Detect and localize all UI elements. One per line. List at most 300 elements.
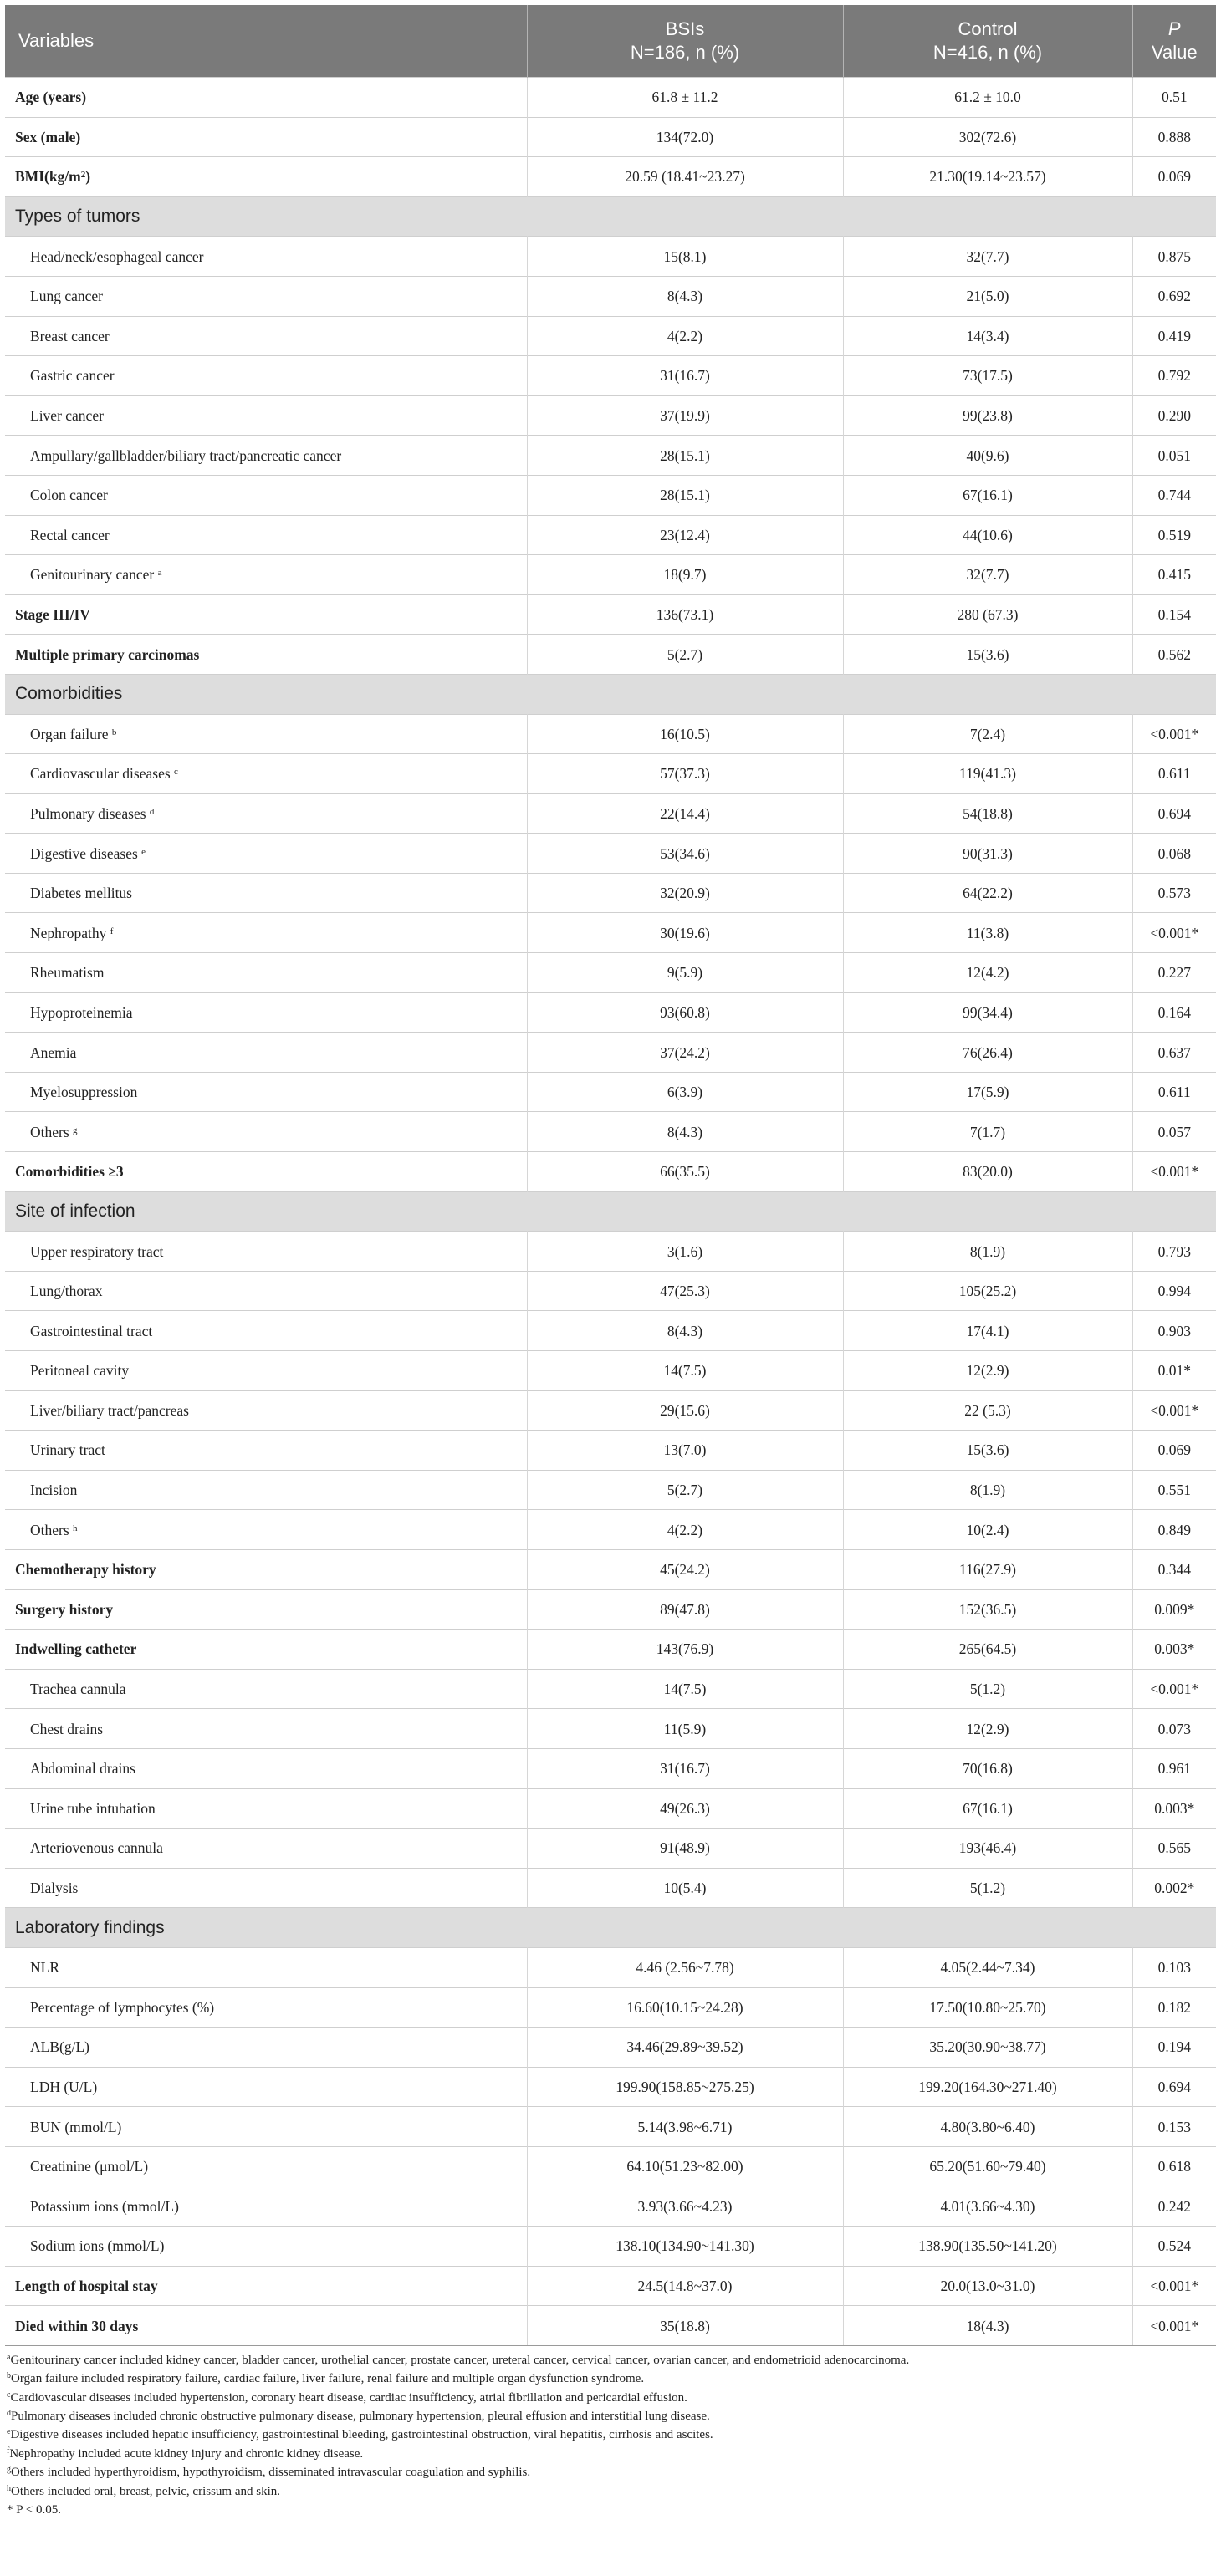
table-row bbox=[5, 1947, 1216, 1987]
variable-label: Digestive diseases bbox=[30, 844, 142, 862]
footnote-letter: f bbox=[7, 2446, 10, 2456]
footnote-mark: h bbox=[73, 1523, 78, 1533]
p-value-cell: 0.51 bbox=[1132, 78, 1216, 118]
table-row bbox=[5, 1112, 1216, 1152]
control-value-cell: 7(2.4) bbox=[843, 714, 1132, 754]
variable-label: Trachea cannula bbox=[30, 1681, 126, 1698]
p-value-cell: <0.001* bbox=[1132, 1152, 1216, 1192]
p-value-cell: 0.618 bbox=[1132, 2146, 1216, 2186]
footnote-text: Organ failure included respiratory failure, cardiac failure, liver failure, renal failure and multiple organ dysfunction syndrome. bbox=[11, 2372, 645, 2386]
variable-label: Others bbox=[30, 1521, 74, 1538]
bsi-value-cell: 16.60(10.15~24.28) bbox=[527, 1987, 843, 2028]
p-value-cell: 0.792 bbox=[1132, 356, 1216, 396]
table-row bbox=[5, 1072, 1216, 1112]
bsi-value-cell: 15(8.1) bbox=[527, 237, 843, 277]
variable-label: Rectal cancer bbox=[30, 526, 110, 543]
bsi-value-cell: 23(12.4) bbox=[527, 515, 843, 555]
control-value-cell: 105(25.2) bbox=[843, 1271, 1132, 1311]
bsi-value-cell: 3(1.6) bbox=[527, 1232, 843, 1272]
variable-cell bbox=[5, 276, 527, 316]
table-row bbox=[5, 2146, 1216, 2186]
variable-label: Surgery history bbox=[15, 1600, 114, 1618]
bsi-value-cell: 64.10(51.23~82.00) bbox=[527, 2146, 843, 2186]
variable-cell bbox=[5, 237, 527, 277]
table-row bbox=[5, 834, 1216, 874]
bsi-value-cell: 11(5.9) bbox=[527, 1709, 843, 1749]
table-row bbox=[5, 1351, 1216, 1391]
variable-label: Cardiovascular diseases bbox=[30, 765, 175, 783]
control-value-cell: 119(41.3) bbox=[843, 754, 1132, 794]
variable-label: Died within 30 days bbox=[15, 2317, 139, 2334]
p-value-cell: 0.419 bbox=[1132, 316, 1216, 356]
p-value-cell: 0.227 bbox=[1132, 953, 1216, 993]
control-value-cell: 83(20.0) bbox=[843, 1152, 1132, 1192]
variable-cell bbox=[5, 1589, 527, 1630]
header-control bbox=[843, 5, 1132, 78]
table-row bbox=[5, 2266, 1216, 2306]
variable-cell bbox=[5, 1232, 527, 1272]
p-value-cell: <0.001* bbox=[1132, 2266, 1216, 2306]
variable-cell bbox=[5, 1072, 527, 1112]
p-value-cell: 0.961 bbox=[1132, 1748, 1216, 1788]
p-value-cell: 0.565 bbox=[1132, 1829, 1216, 1869]
control-value-cell: 32(7.7) bbox=[843, 555, 1132, 595]
bsi-value-cell: 34.46(29.89~39.52) bbox=[527, 2028, 843, 2068]
p-value-cell: 0.551 bbox=[1132, 1470, 1216, 1510]
variable-cell bbox=[5, 2146, 527, 2186]
variable-cell bbox=[5, 1709, 527, 1749]
variable-label: Nephropathy bbox=[30, 924, 110, 941]
table-row bbox=[5, 2186, 1216, 2227]
variable-cell bbox=[5, 475, 527, 515]
bsi-value-cell: 28(15.1) bbox=[527, 475, 843, 515]
table-row bbox=[5, 1549, 1216, 1589]
variable-cell bbox=[5, 1987, 527, 2028]
control-value-cell: 17.50(10.80~25.70) bbox=[843, 1987, 1132, 2028]
variable-label: Organ failure bbox=[30, 725, 112, 742]
variable-label: Sex (male) bbox=[15, 128, 81, 145]
variable-label: Diabetes mellitus bbox=[30, 885, 132, 902]
variable-cell bbox=[5, 793, 527, 834]
footnote-text: Pulmonary diseases included chronic obstructive pulmonary disease, pulmonary hypertension, pleural effusion and interstitial lung disease. bbox=[11, 2410, 710, 2424]
variable-label: Myelosuppression bbox=[30, 1084, 138, 1101]
variable-label: Arteriovenous cannula bbox=[30, 1839, 163, 1857]
footnotes bbox=[5, 2351, 1216, 2520]
variable-label: Lung/thorax bbox=[30, 1283, 103, 1300]
table-row bbox=[5, 913, 1216, 953]
variable-cell bbox=[5, 78, 527, 118]
bsi-value-cell: 89(47.8) bbox=[527, 1589, 843, 1630]
p-value-cell: 0.519 bbox=[1132, 515, 1216, 555]
section-header-row bbox=[5, 196, 1216, 237]
control-value-cell: 138.90(135.50~141.20) bbox=[843, 2227, 1132, 2267]
bsi-value-cell: 4.46 (2.56~7.78) bbox=[527, 1947, 843, 1987]
p-value-cell: 0.051 bbox=[1132, 436, 1216, 476]
bsi-value-cell: 136(73.1) bbox=[527, 594, 843, 635]
bsi-value-cell: 28(15.1) bbox=[527, 436, 843, 476]
bsi-value-cell: 143(76.9) bbox=[527, 1630, 843, 1670]
variable-cell bbox=[5, 515, 527, 555]
footnote-mark: f bbox=[110, 926, 114, 936]
variable-label: LDH (U/L) bbox=[30, 2078, 98, 2095]
p-value-cell: 0.744 bbox=[1132, 475, 1216, 515]
control-value-cell: 8(1.9) bbox=[843, 1232, 1132, 1272]
variable-cell bbox=[5, 1829, 527, 1869]
header-bsis bbox=[527, 5, 843, 78]
footnote-line bbox=[7, 2482, 1216, 2501]
footnote-mark: e bbox=[141, 846, 146, 857]
header-p-rest: Value bbox=[1151, 42, 1198, 63]
bsi-value-cell: 14(7.5) bbox=[527, 1351, 843, 1391]
control-value-cell: 116(27.9) bbox=[843, 1549, 1132, 1589]
control-value-cell: 193(46.4) bbox=[843, 1829, 1132, 1869]
control-value-cell: 99(34.4) bbox=[843, 992, 1132, 1033]
bsi-value-cell: 8(4.3) bbox=[527, 276, 843, 316]
header-bsis-line2: N=186, n (%) bbox=[630, 42, 740, 63]
variable-label: Ampullary/gallbladder/biliary tract/pancreatic cancer bbox=[30, 446, 342, 464]
control-value-cell: 4.05(2.44~7.34) bbox=[843, 1947, 1132, 1987]
control-value-cell: 4.80(3.80~6.40) bbox=[843, 2107, 1132, 2147]
table-row bbox=[5, 1390, 1216, 1431]
variable-label: Multiple primary carcinomas bbox=[15, 645, 200, 663]
variable-cell bbox=[5, 714, 527, 754]
table-row bbox=[5, 1987, 1216, 2028]
table-row bbox=[5, 2227, 1216, 2267]
footnote-line bbox=[7, 2351, 1216, 2369]
table-row bbox=[5, 1748, 1216, 1788]
control-value-cell: 280 (67.3) bbox=[843, 594, 1132, 635]
footnote-mark: b bbox=[111, 727, 117, 737]
variable-label: Creatinine (μmol/L) bbox=[30, 2158, 149, 2176]
p-value-cell: 0.153 bbox=[1132, 2107, 1216, 2147]
bsi-value-cell: 47(25.3) bbox=[527, 1271, 843, 1311]
footnote-line bbox=[7, 2463, 1216, 2482]
variable-label: Others bbox=[30, 1123, 74, 1140]
header-bsis-line1: BSIs bbox=[665, 18, 705, 39]
p-value-cell: 0.194 bbox=[1132, 2028, 1216, 2068]
p-value-cell: 0.290 bbox=[1132, 395, 1216, 436]
table-row bbox=[5, 1033, 1216, 1073]
bsi-value-cell: 8(4.3) bbox=[527, 1311, 843, 1351]
control-value-cell: 10(2.4) bbox=[843, 1510, 1132, 1550]
table-row bbox=[5, 2107, 1216, 2147]
p-value-cell: 0.888 bbox=[1132, 117, 1216, 157]
bsi-value-cell: 5.14(3.98~6.71) bbox=[527, 2107, 843, 2147]
variable-label: Liver cancer bbox=[30, 407, 104, 425]
p-value-cell: 0.068 bbox=[1132, 834, 1216, 874]
p-value-cell: 0.003* bbox=[1132, 1630, 1216, 1670]
variable-label: Liver/biliary tract/pancreas bbox=[30, 1401, 189, 1419]
bsi-value-cell: 30(19.6) bbox=[527, 913, 843, 953]
control-value-cell: 12(4.2) bbox=[843, 953, 1132, 993]
footnote-text: Cardiovascular diseases included hypertension, coronary heart disease, cardiac insufficiency, atrial fibrillation and pericardial effusion. bbox=[10, 2390, 687, 2405]
table-body bbox=[5, 78, 1216, 2346]
variable-label: Chest drains bbox=[30, 1720, 104, 1737]
table-row bbox=[5, 1630, 1216, 1670]
variable-cell bbox=[5, 873, 527, 913]
table-row bbox=[5, 1709, 1216, 1749]
variable-label: ALB(g/L) bbox=[30, 2038, 89, 2056]
control-value-cell: 40(9.6) bbox=[843, 436, 1132, 476]
table-row bbox=[5, 1431, 1216, 1471]
variable-label: Chemotherapy history bbox=[15, 1561, 156, 1579]
p-value-cell: 0.903 bbox=[1132, 1311, 1216, 1351]
variable-label: Abdominal drains bbox=[30, 1760, 135, 1778]
control-value-cell: 18(4.3) bbox=[843, 2306, 1132, 2346]
control-value-cell: 12(2.9) bbox=[843, 1709, 1132, 1749]
table-row bbox=[5, 1669, 1216, 1709]
section-header-row bbox=[5, 1191, 1216, 1232]
variable-label: Length of hospital stay bbox=[15, 2277, 158, 2294]
table-row bbox=[5, 1788, 1216, 1829]
variable-label: Anemia bbox=[30, 1043, 77, 1061]
bsi-value-cell: 8(4.3) bbox=[527, 1112, 843, 1152]
control-value-cell: 76(26.4) bbox=[843, 1033, 1132, 1073]
table-row bbox=[5, 1152, 1216, 1192]
bsi-value-cell: 9(5.9) bbox=[527, 953, 843, 993]
bsi-value-cell: 91(48.9) bbox=[527, 1829, 843, 1869]
control-value-cell: 67(16.1) bbox=[843, 1788, 1132, 1829]
variable-label: Genitourinary cancer bbox=[30, 566, 158, 584]
p-value-cell: 0.154 bbox=[1132, 594, 1216, 635]
section-title: Comorbidities bbox=[5, 674, 1216, 714]
variable-cell bbox=[5, 953, 527, 993]
control-value-cell: 152(36.5) bbox=[843, 1589, 1132, 1630]
control-value-cell: 5(1.2) bbox=[843, 1669, 1132, 1709]
table-row bbox=[5, 157, 1216, 197]
p-value-cell: <0.001* bbox=[1132, 2306, 1216, 2346]
control-value-cell: 54(18.8) bbox=[843, 793, 1132, 834]
variable-label: Head/neck/esophageal cancer bbox=[30, 247, 204, 265]
p-value-cell: 0.415 bbox=[1132, 555, 1216, 595]
unit-superscript: 2 bbox=[80, 170, 86, 181]
variable-label: Gastric cancer bbox=[30, 367, 115, 385]
variable-cell bbox=[5, 1271, 527, 1311]
bsi-value-cell: 53(34.6) bbox=[527, 834, 843, 874]
control-value-cell: 64(22.2) bbox=[843, 873, 1132, 913]
section-title: Site of infection bbox=[5, 1191, 1216, 1232]
control-value-cell: 22 (5.3) bbox=[843, 1390, 1132, 1431]
p-value-cell: <0.001* bbox=[1132, 1390, 1216, 1431]
p-value-cell: 0.057 bbox=[1132, 1112, 1216, 1152]
table-row bbox=[5, 953, 1216, 993]
control-value-cell: 5(1.2) bbox=[843, 1868, 1132, 1908]
variable-cell bbox=[5, 1390, 527, 1431]
table-row bbox=[5, 475, 1216, 515]
baseline-characteristics-table bbox=[5, 5, 1216, 2346]
variable-cell bbox=[5, 2186, 527, 2227]
control-value-cell: 61.2 ± 10.0 bbox=[843, 78, 1132, 118]
p-value-cell: 0.103 bbox=[1132, 1947, 1216, 1987]
control-value-cell: 302(72.6) bbox=[843, 117, 1132, 157]
bsi-value-cell: 49(26.3) bbox=[527, 1788, 843, 1829]
table-row bbox=[5, 594, 1216, 635]
header-p-value bbox=[1132, 5, 1216, 78]
p-value-cell: 0.793 bbox=[1132, 1232, 1216, 1272]
control-value-cell: 21(5.0) bbox=[843, 276, 1132, 316]
variable-cell bbox=[5, 2028, 527, 2068]
variable-label: Urine tube intubation bbox=[30, 1799, 156, 1817]
variable-cell bbox=[5, 1788, 527, 1829]
variable-label: BUN (mmol/L) bbox=[30, 2118, 122, 2135]
bsi-value-cell: 57(37.3) bbox=[527, 754, 843, 794]
control-value-cell: 17(5.9) bbox=[843, 1072, 1132, 1112]
variable-cell bbox=[5, 1868, 527, 1908]
bsi-value-cell: 20.59 (18.41~23.27) bbox=[527, 157, 843, 197]
variable-cell bbox=[5, 2306, 527, 2346]
control-value-cell: 15(3.6) bbox=[843, 1431, 1132, 1471]
variable-cell bbox=[5, 1549, 527, 1589]
p-value-cell: 0.002* bbox=[1132, 1868, 1216, 1908]
p-value-cell: 0.242 bbox=[1132, 2186, 1216, 2227]
bsi-value-cell: 61.8 ± 11.2 bbox=[527, 78, 843, 118]
variable-cell bbox=[5, 1669, 527, 1709]
variable-cell bbox=[5, 2227, 527, 2267]
variable-label: Rheumatism bbox=[30, 964, 105, 982]
p-value-cell: 0.694 bbox=[1132, 2067, 1216, 2107]
variable-cell bbox=[5, 1947, 527, 1987]
variable-label: Stage III/IV bbox=[15, 606, 90, 624]
p-value-cell: 0.01* bbox=[1132, 1351, 1216, 1391]
footnote-letter: h bbox=[7, 2483, 11, 2493]
table-row bbox=[5, 276, 1216, 316]
table-row bbox=[5, 316, 1216, 356]
p-value-cell: 0.637 bbox=[1132, 1033, 1216, 1073]
p-value-cell: 0.003* bbox=[1132, 1788, 1216, 1829]
section-header-row bbox=[5, 1908, 1216, 1948]
p-value-cell: 0.694 bbox=[1132, 793, 1216, 834]
variable-cell bbox=[5, 2067, 527, 2107]
footnote-letter: c bbox=[7, 2390, 11, 2400]
control-value-cell: 17(4.1) bbox=[843, 1311, 1132, 1351]
bsi-value-cell: 4(2.2) bbox=[527, 1510, 843, 1550]
footnote-mark: c bbox=[174, 767, 178, 778]
control-value-cell: 8(1.9) bbox=[843, 1470, 1132, 1510]
footnote-letter: b bbox=[7, 2371, 11, 2381]
table-row bbox=[5, 1311, 1216, 1351]
p-value-cell: 0.069 bbox=[1132, 1431, 1216, 1471]
variable-cell bbox=[5, 992, 527, 1033]
footnote-line bbox=[7, 2426, 1216, 2444]
footnote-letter: g bbox=[7, 2465, 11, 2475]
table-row bbox=[5, 436, 1216, 476]
variable-label: Peritoneal cavity bbox=[30, 1362, 130, 1380]
variable-cell bbox=[5, 157, 527, 197]
p-value-cell: 0.573 bbox=[1132, 873, 1216, 913]
variable-label: Dialysis bbox=[30, 1880, 79, 1897]
bsi-value-cell: 16(10.5) bbox=[527, 714, 843, 754]
variable-label: Breast cancer bbox=[30, 327, 110, 344]
variable-cell bbox=[5, 1510, 527, 1550]
p-value-cell: 0.073 bbox=[1132, 1709, 1216, 1749]
table-row bbox=[5, 2306, 1216, 2346]
footnote-line bbox=[7, 2407, 1216, 2426]
bsi-value-cell: 10(5.4) bbox=[527, 1868, 843, 1908]
variable-cell bbox=[5, 1112, 527, 1152]
variable-cell bbox=[5, 1431, 527, 1471]
table-row bbox=[5, 117, 1216, 157]
p-value-cell: 0.994 bbox=[1132, 1271, 1216, 1311]
bsi-value-cell: 6(3.9) bbox=[527, 1072, 843, 1112]
bsi-value-cell: 24.5(14.8~37.0) bbox=[527, 2266, 843, 2306]
control-value-cell: 199.20(164.30~271.40) bbox=[843, 2067, 1132, 2107]
section-header-row bbox=[5, 674, 1216, 714]
variable-cell bbox=[5, 1351, 527, 1391]
table-row bbox=[5, 873, 1216, 913]
header-variables-text: Variables bbox=[18, 30, 95, 51]
footnote-text: Others included hyperthyroidism, hypothyroidism, disseminated intravascular coagulation and syphilis. bbox=[11, 2466, 531, 2480]
footnote-text: Genitourinary cancer included kidney cancer, bladder cancer, urothelial cancer, prostate cancer, ureteral cancer, cervical cancer, ovarian cancer, and endometrioid adenocarcinoma. bbox=[10, 2353, 910, 2367]
footnote-text: * P < 0.05. bbox=[7, 2503, 61, 2517]
footnote-text: Nephropathy included acute kidney injury and chronic kidney disease. bbox=[9, 2446, 364, 2461]
footnote-text: Others included oral, breast, pelvic, crissum and skin. bbox=[11, 2484, 281, 2498]
header-p-italic: P bbox=[1167, 18, 1181, 39]
footnote-mark: d bbox=[149, 806, 155, 817]
variable-cell bbox=[5, 395, 527, 436]
variable-cell bbox=[5, 635, 527, 675]
bsi-value-cell: 37(19.9) bbox=[527, 395, 843, 436]
control-value-cell: 32(7.7) bbox=[843, 237, 1132, 277]
p-value-cell: <0.001* bbox=[1132, 1669, 1216, 1709]
bsi-value-cell: 22(14.4) bbox=[527, 793, 843, 834]
bsi-value-cell: 5(2.7) bbox=[527, 1470, 843, 1510]
variable-cell bbox=[5, 1033, 527, 1073]
bsi-value-cell: 138.10(134.90~141.30) bbox=[527, 2227, 843, 2267]
footnote-mark: a bbox=[157, 568, 162, 579]
bsi-value-cell: 18(9.7) bbox=[527, 555, 843, 595]
p-value-cell: <0.001* bbox=[1132, 913, 1216, 953]
footnote-mark: g bbox=[73, 1125, 78, 1135]
variable-cell bbox=[5, 754, 527, 794]
table-row bbox=[5, 515, 1216, 555]
table-row bbox=[5, 237, 1216, 277]
bsi-value-cell: 93(60.8) bbox=[527, 992, 843, 1033]
variable-label: NLR bbox=[30, 1959, 59, 1977]
control-value-cell: 99(23.8) bbox=[843, 395, 1132, 436]
variable-label: Upper respiratory tract bbox=[30, 1242, 164, 1260]
bsi-value-cell: 37(24.2) bbox=[527, 1033, 843, 1073]
control-value-cell: 44(10.6) bbox=[843, 515, 1132, 555]
p-value-cell: 0.611 bbox=[1132, 1072, 1216, 1112]
footnote-text: Digestive diseases included hepatic insufficiency, gastrointestinal bleeding, gastrointestinal obstruction, viral hepatitis, cirrhosis and ascites. bbox=[10, 2428, 713, 2442]
variable-label: BMI(kg/m bbox=[15, 168, 81, 186]
footnote-line bbox=[7, 2369, 1216, 2388]
variable-label: Incision bbox=[30, 1482, 78, 1499]
control-value-cell: 67(16.1) bbox=[843, 475, 1132, 515]
control-value-cell: 20.0(13.0~31.0) bbox=[843, 2266, 1132, 2306]
table-row bbox=[5, 754, 1216, 794]
table-row bbox=[5, 1868, 1216, 1908]
variable-cell bbox=[5, 834, 527, 874]
header-control-line1: Control bbox=[958, 18, 1018, 39]
bsi-value-cell: 5(2.7) bbox=[527, 635, 843, 675]
p-value-cell: 0.875 bbox=[1132, 237, 1216, 277]
bsi-value-cell: 14(7.5) bbox=[527, 1669, 843, 1709]
table-row bbox=[5, 1271, 1216, 1311]
table-container bbox=[5, 5, 1216, 2520]
variable-cell bbox=[5, 913, 527, 953]
p-value-cell: 0.344 bbox=[1132, 1549, 1216, 1589]
variable-label: Potassium ions (mmol/L) bbox=[30, 2197, 179, 2215]
footnote-letter: d bbox=[7, 2409, 11, 2419]
control-value-cell: 265(64.5) bbox=[843, 1630, 1132, 1670]
bsi-value-cell: 66(35.5) bbox=[527, 1152, 843, 1192]
control-value-cell: 70(16.8) bbox=[843, 1748, 1132, 1788]
bsi-value-cell: 199.90(158.85~275.25) bbox=[527, 2067, 843, 2107]
p-value-cell: 0.182 bbox=[1132, 1987, 1216, 2028]
variable-label: Age (years) bbox=[15, 89, 87, 106]
bsi-value-cell: 45(24.2) bbox=[527, 1549, 843, 1589]
